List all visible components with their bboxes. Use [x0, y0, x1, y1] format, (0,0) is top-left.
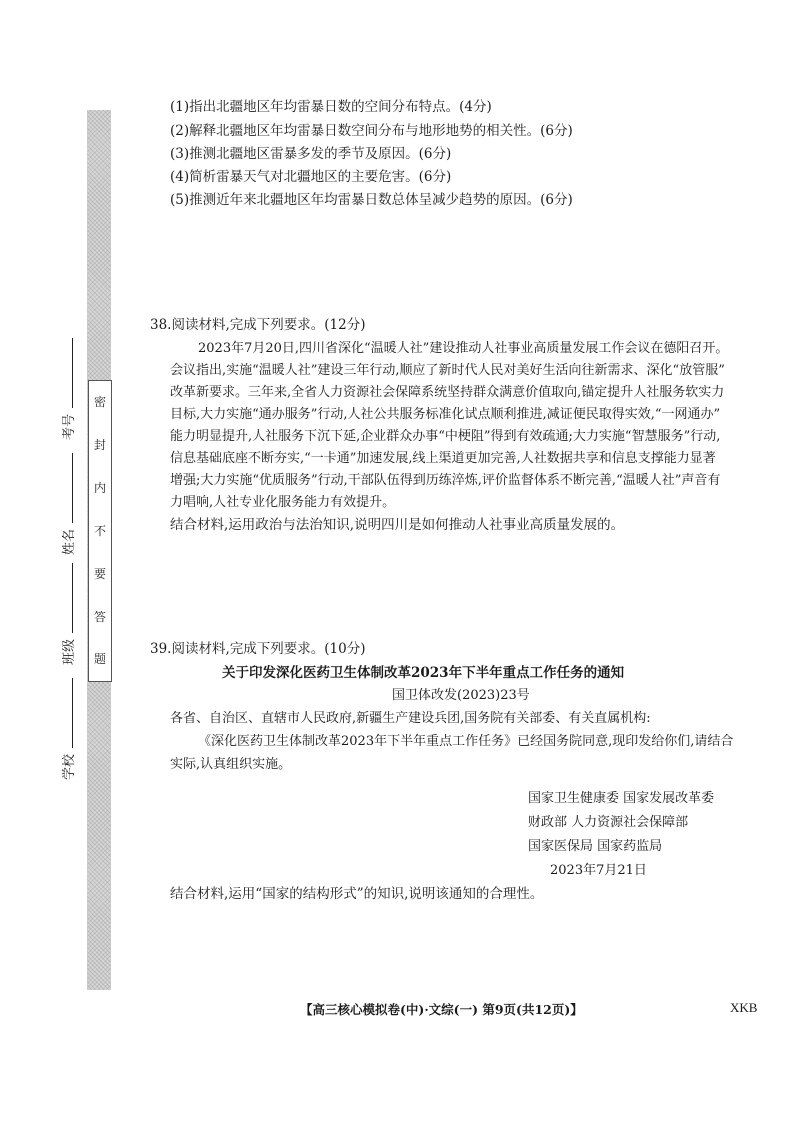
q39-issuer: 财政部 人力资源社会保障部 — [528, 815, 689, 830]
class-field — [58, 563, 77, 665]
class-blank[interactable] — [62, 563, 73, 633]
q39-doc-title: 关于印发深化医药卫生体制改革2023年下半年重点工作任务的通知 — [222, 665, 625, 681]
paper-code: XKB — [730, 1000, 758, 1015]
q39-date: 2023年7月21日 — [550, 863, 647, 878]
q38-material-line: 增强;大力实施“优质服务”行动,干部队伍得到历练淬炼,评价监督体系不断完善,“温暖人社”声音有 — [170, 473, 721, 488]
q38-material-line: 会议指出,实施“温暖人社”建设三年行动,顺应了新时代人民对美好生活向往新需求、深化“放管服” — [170, 363, 725, 378]
q39-doc-number: 国卫体改发(2023)23号 — [392, 688, 530, 703]
seal-char: 不 — [93, 523, 106, 538]
name-field — [58, 453, 77, 555]
exam-no-blank[interactable] — [62, 338, 73, 408]
seal-char: 答 — [93, 609, 106, 624]
seal-char: 封 — [93, 438, 106, 453]
exam-no-label: 考号 — [62, 413, 77, 440]
seal-char: 要 — [93, 566, 106, 581]
q38-material-line: 改革新要求。三年来,全省人力资源社会保障系统坚持群众满意价值取向,锚定提升人社服务软实力 — [170, 385, 725, 400]
q37-item: (2)解释北疆地区年均雷暴日数空间分布与地形地势的相关性。(6分) — [170, 123, 573, 139]
q38-material-line: 信息基础底座不断夯实,“一卡通”加速发展,线上渠道更加完善,人社数据共享和信息支撑能力显著 — [170, 451, 716, 466]
q38-heading: 38.阅读材料,完成下列要求。(12分) — [150, 317, 366, 333]
name-blank[interactable] — [62, 453, 73, 523]
q39-question: 结合材料,运用“国家的结构形式”的知识,说明该通知的合理性。 — [170, 886, 544, 902]
q39-addressee: 各省、自治区、直辖市人民政府,新疆生产建设兵团,国务院有关部委、有关直属机构: — [170, 711, 651, 726]
q37-item: (3)推测北疆地区雷暴多发的季节及原因。(6分) — [170, 146, 452, 162]
seal-char: 题 — [93, 652, 106, 667]
school-blank[interactable] — [62, 678, 73, 748]
q38-material-line: 能力明显提升,人社服务下沉下延,企业群众办事“中梗阻”得到有效疏通;大力实施“智慧服务”行动, — [170, 429, 721, 444]
q39-issuer: 国家卫生健康委 国家发展改革委 — [528, 791, 715, 806]
q39-issuer: 国家医保局 国家药监局 — [528, 839, 663, 854]
exam-no-field — [58, 338, 77, 440]
q38-question: 结合材料,运用政治与法治知识,说明四川是如何推动人社事业高质量发展的。 — [170, 517, 625, 533]
name-label: 姓名 — [62, 528, 77, 555]
seal-char: 内 — [93, 481, 106, 496]
q37-item: (1)指出北疆地区年均雷暴日数的空间分布特点。(4分) — [170, 99, 492, 115]
q37-item: (4)简析雷暴天气对北疆地区的主要危害。(6分) — [170, 169, 452, 185]
seal-char: 密 — [93, 395, 106, 410]
q38-material-line: 力唱响,人社专业化服务能力有效提升。 — [170, 495, 396, 510]
q38-material-line: 2023年7月20日,四川省深化“温暖人社”建设推动人社事业高质量发展工作会议在德阳召开。 — [198, 341, 729, 356]
school-label: 学校 — [62, 753, 77, 780]
seal-notice — [88, 380, 112, 682]
q37-item: (5)推测近年来北疆地区年均雷暴日数总体呈减少趋势的原因。(6分) — [170, 192, 573, 208]
q39-body: 《深化医药卫生体制改革2023年下半年重点工作任务》已经国务院同意,现印发给你们,请结合 — [198, 734, 734, 749]
q39-heading: 39.阅读材料,完成下列要求。(10分) — [150, 641, 366, 657]
school-field — [58, 678, 77, 780]
q38-material-line: 目标,大力实施“通办服务”行动,人社公共服务标准化试点顺利推进,减证便民取得实效,“一网通办” — [170, 407, 721, 422]
q39-body: 实际,认真组织实施。 — [170, 757, 292, 772]
page-footer: 【高三核心模拟卷(中)·文综(一) 第9页(共12页)】 — [300, 1002, 583, 1017]
class-label: 班级 — [62, 638, 77, 665]
